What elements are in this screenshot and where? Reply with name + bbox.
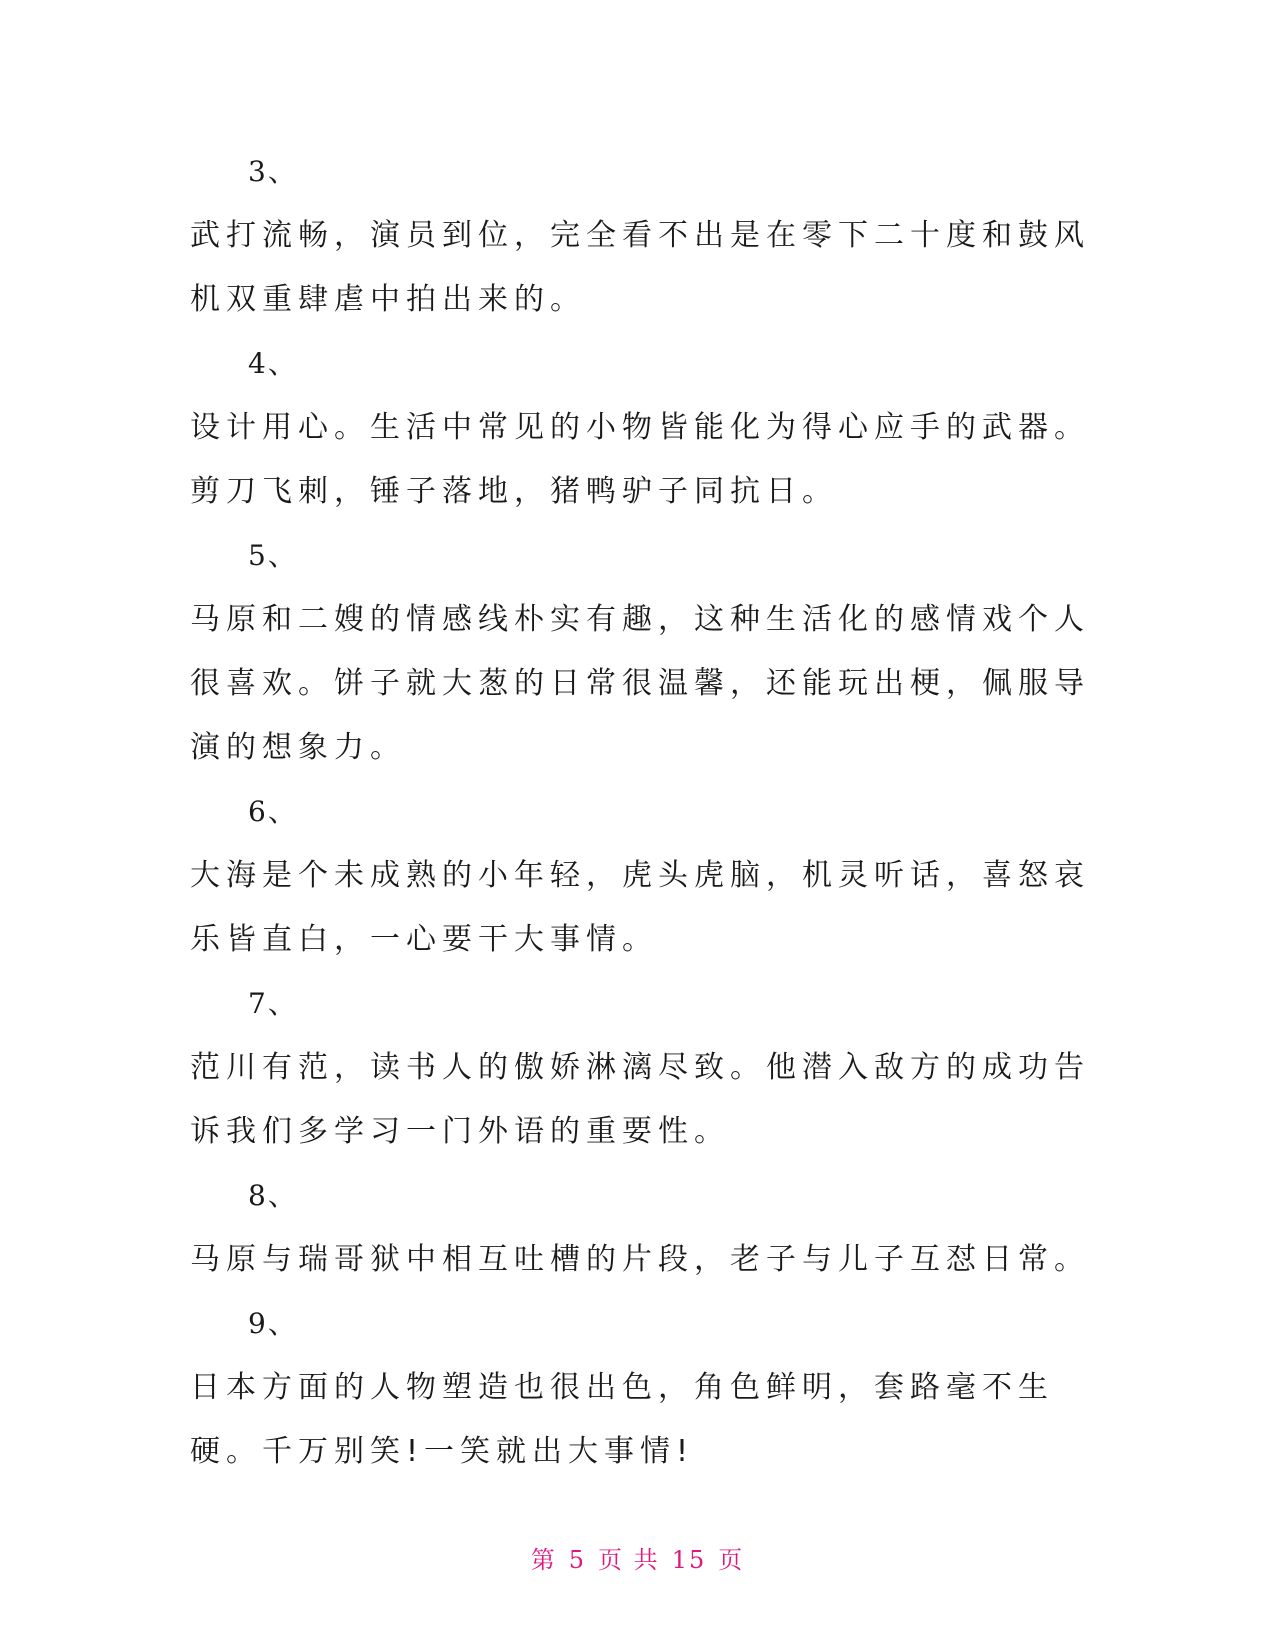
list-item: [190, 780, 1090, 972]
list-item: [190, 1164, 1090, 1292]
item-text: 武打流畅，演员到位，完全看不出是在零下二十度和鼓风机双重肆虐中拍出来的。: [190, 218, 1090, 317]
total-page-number: 15: [671, 1546, 707, 1574]
footer-middle: 页 共: [598, 1546, 660, 1574]
item-number: 9、: [248, 1307, 298, 1340]
item-text: 设计用心。生活中常见的小物皆能化为得心应手的武器。剪刀飞刺，锤子落地，猪鸭驴子同抗日。: [190, 410, 1090, 509]
list-item: [190, 1292, 1090, 1484]
item-number: 7、: [248, 987, 298, 1020]
footer-suffix: 页: [718, 1546, 745, 1574]
document-body: [190, 140, 1090, 1484]
footer-prefix: 第: [530, 1546, 557, 1574]
item-number: 3、: [248, 155, 298, 188]
list-item: [190, 972, 1090, 1164]
current-page-number: 5: [568, 1546, 587, 1574]
item-number: 6、: [248, 795, 298, 828]
item-text: 马原和二嫂的情感线朴实有趣，这种生活化的感情戏个人很喜欢。饼子就大葱的日常很温馨，还能玩出梗，佩服导演的想象力。: [190, 602, 1090, 765]
item-text: 马原与瑞哥狱中相互吐槽的片段，老子与儿子互怼日常。: [190, 1242, 1090, 1277]
item-number: 8、: [248, 1179, 298, 1212]
list-item: [190, 332, 1090, 524]
item-number: 5、: [248, 539, 298, 572]
item-text: 日本方面的人物塑造也很出色，角色鲜明，套路毫不生硬。千万别笑!一笑就出大事情!: [190, 1370, 1054, 1469]
list-item: [190, 524, 1090, 780]
item-number: 4、: [248, 347, 298, 380]
list-item: [190, 140, 1090, 332]
page-footer: [0, 1540, 1275, 1575]
item-text: 大海是个未成熟的小年轻，虎头虎脑，机灵听话，喜怒哀乐皆直白，一心要干大事情。: [190, 858, 1090, 957]
item-text: 范川有范，读书人的傲娇淋漓尽致。他潜入敌方的成功告诉我们多学习一门外语的重要性。: [190, 1050, 1090, 1149]
